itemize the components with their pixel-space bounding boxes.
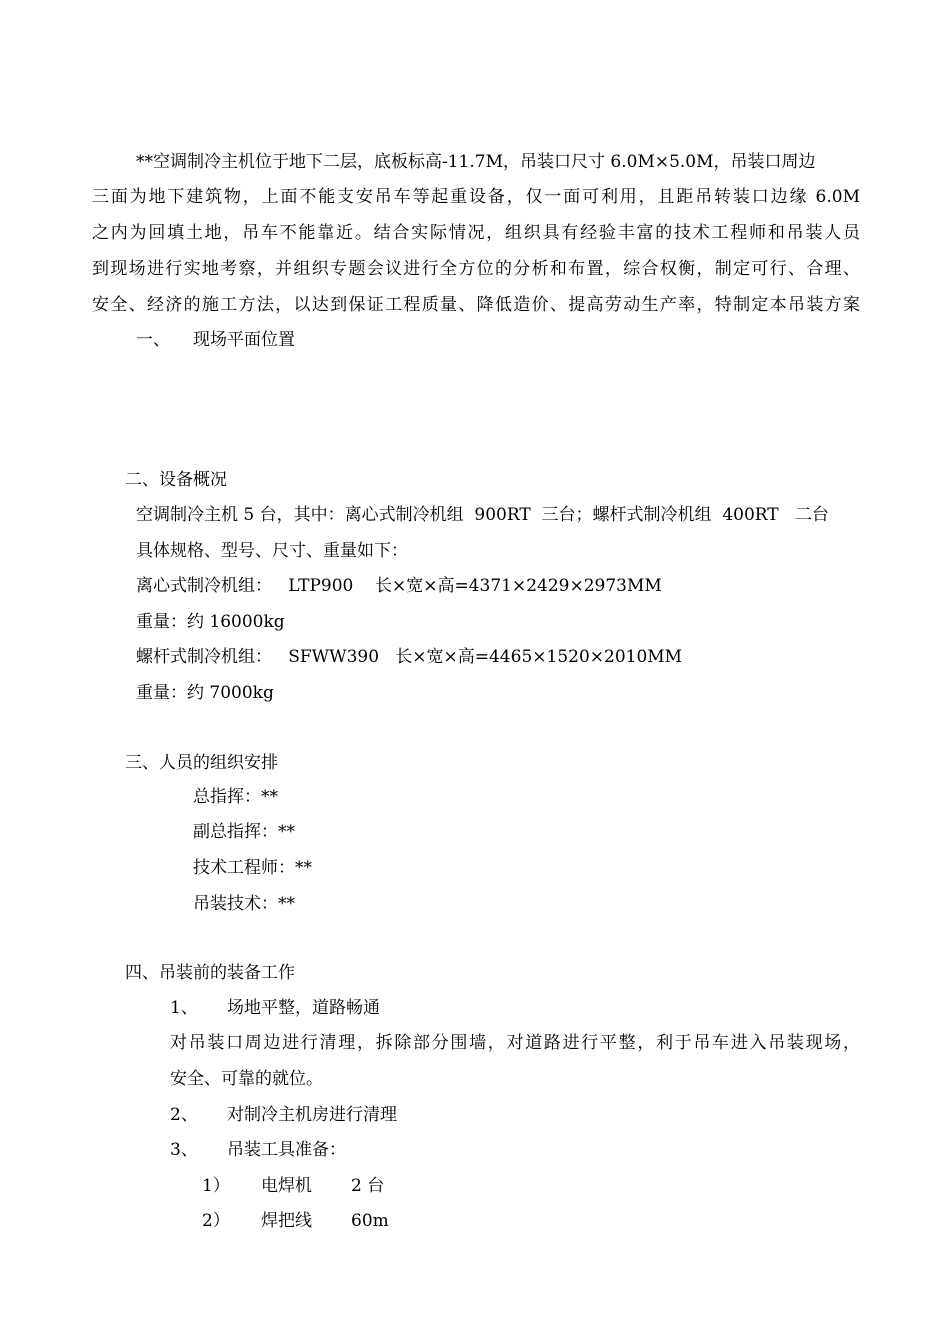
section1-title: 现场平面位置 xyxy=(193,330,295,350)
section2-line-5: 螺杆式制冷机组： SFWW390 长×宽×高=4465×1520×2010MM xyxy=(136,647,683,667)
section4-item1-text-1: 对吊装口周边进行清理，拆除部分围墙，对道路进行平整，利于吊车进入吊装现场， xyxy=(170,1033,860,1053)
tool-1-qty: 2 台 xyxy=(351,1176,385,1196)
section3-heading: 三、人员的组织安排 xyxy=(125,753,278,773)
section1-number: 一、 xyxy=(136,330,170,350)
section2-heading: 二、设备概况 xyxy=(125,470,227,490)
section2-line-4: 重量：约 16000kg xyxy=(136,612,285,632)
section2-line-2: 具体规格、型号、尺寸、重量如下： xyxy=(136,541,408,561)
section2-line-6: 重量：约 7000kg xyxy=(136,683,274,703)
intro-line-5: 安全、经济的施工方法，以达到保证工程质量、降低造价、提高劳动生产率，特制定本吊装方案 xyxy=(92,295,860,315)
section4-item2-number: 2、 xyxy=(170,1105,198,1125)
intro-line-3: 之内为回填土地，吊车不能靠近。结合实际情况，组织具有经验丰富的技术工程师和吊装人员 xyxy=(92,223,860,243)
section2-line-3: 离心式制冷机组： LTP900 长×宽×高=4371×2429×2973MM xyxy=(136,576,662,596)
tool-2-number: 2） xyxy=(202,1211,230,1231)
intro-line-1: **空调制冷主机位于地下二层，底板标高-11.7M，吊装口尺寸 6.0M×5.0M，吊装口周边 xyxy=(136,152,816,172)
intro-line-4: 到现场进行实地考察，并组织专题会议进行全方位的分析和布置，综合权衡，制定可行、合理、 xyxy=(92,259,860,279)
tool-2-name: 焊把线 xyxy=(261,1211,312,1231)
section3-item-3: 技术工程师：** xyxy=(193,858,312,878)
section4-heading: 四、吊装前的装备工作 xyxy=(125,963,295,983)
section3-item-2: 副总指挥：** xyxy=(193,822,295,842)
section3-item-4: 吊装技术：** xyxy=(193,894,295,914)
tool-1-number: 1） xyxy=(202,1176,230,1196)
section2-line-1: 空调制冷主机 5 台，其中：离心式制冷机组 900RT 三台；螺杆式制冷机组 400RT 二台 xyxy=(136,505,829,525)
section3-item-1: 总指挥：** xyxy=(193,787,278,807)
section4-item3-number: 3、 xyxy=(170,1140,198,1160)
tool-1-name: 电焊机 xyxy=(261,1176,312,1196)
intro-line-2: 三面为地下建筑物，上面不能支安吊车等起重设备，仅一面可利用，且距吊转装口边缘 6.0M xyxy=(92,187,860,207)
section4-item1-title: 场地平整，道路畅通 xyxy=(227,998,380,1018)
tool-2-qty: 60m xyxy=(351,1211,389,1231)
section4-item3-title: 吊装工具准备： xyxy=(227,1140,346,1160)
section4-item1-text-2: 安全、可靠的就位。 xyxy=(170,1069,323,1089)
section4-item1-number: 1、 xyxy=(170,998,198,1018)
section4-item2-title: 对制冷主机房进行清理 xyxy=(227,1105,397,1125)
